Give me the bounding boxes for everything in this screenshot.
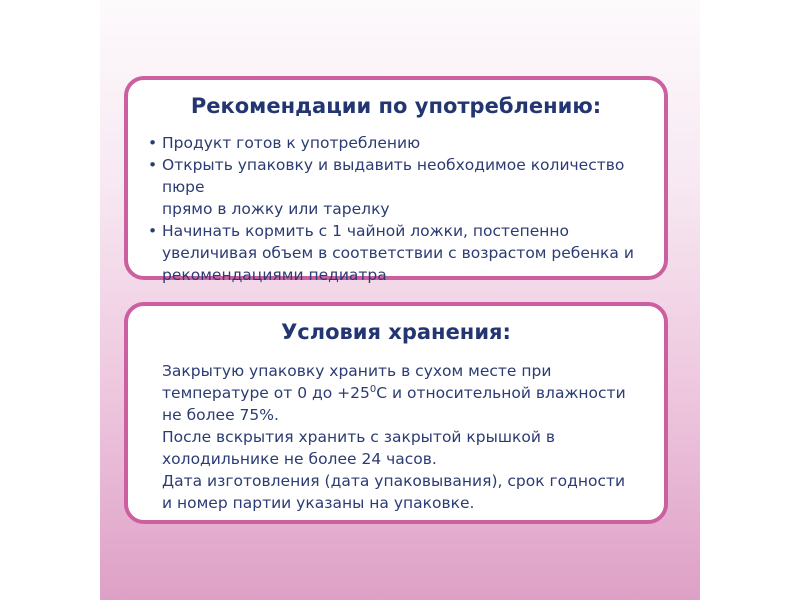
- storage-line-6: Дата изготовления (дата упаковывания), срок годности: [162, 472, 626, 490]
- storage-line-2: [162, 382, 654, 404]
- storage-line-3: не более 75%.: [162, 406, 279, 424]
- bullet-icon: •: [148, 222, 158, 240]
- usage-item-3: [148, 220, 654, 286]
- usage-item-2-line-1: Открыть упаковку и выдавить необходимое количество пюре: [162, 156, 625, 196]
- usage-item-2: [148, 154, 654, 220]
- storage-line-2-end: С и относительной влажности: [376, 384, 626, 402]
- storage-text: [162, 360, 654, 514]
- usage-list: [148, 132, 654, 286]
- storage-line-1: Закрытую упаковку хранить в сухом месте при: [162, 362, 552, 380]
- storage-title: Условия хранения:: [281, 320, 511, 344]
- storage-conditions-card: [124, 302, 668, 524]
- storage-line-5: холодильнике не более 24 часов.: [162, 450, 437, 468]
- usage-item-1-line-1: Продукт готов к употреблению: [162, 134, 421, 152]
- storage-line-7: и номер партии указаны на упаковке.: [162, 494, 475, 512]
- background-panel: [100, 0, 700, 600]
- usage-item-3-line-1: Начинать кормить с 1 чайной ложки, постепенно: [162, 222, 570, 240]
- usage-item-1: [148, 132, 654, 154]
- usage-recommendations-card: [124, 76, 668, 284]
- storage-line-2-start: температуре от 0 до +25: [162, 384, 370, 402]
- usage-item-2-line-2: прямо в ложку или тарелку: [162, 200, 390, 218]
- degree-superscript: 0: [369, 384, 377, 395]
- bullet-icon: •: [148, 156, 158, 174]
- usage-title: Рекомендации по употреблению:: [190, 94, 602, 118]
- usage-item-3-line-2: увеличивая объем в соответствии с возрастом ребенка и: [162, 244, 634, 262]
- bullet-icon: •: [148, 134, 158, 152]
- usage-item-3-line-3: рекомендациями педиатра: [162, 266, 387, 284]
- storage-line-4: После вскрытия хранить с закрытой крышкой в: [162, 428, 556, 446]
